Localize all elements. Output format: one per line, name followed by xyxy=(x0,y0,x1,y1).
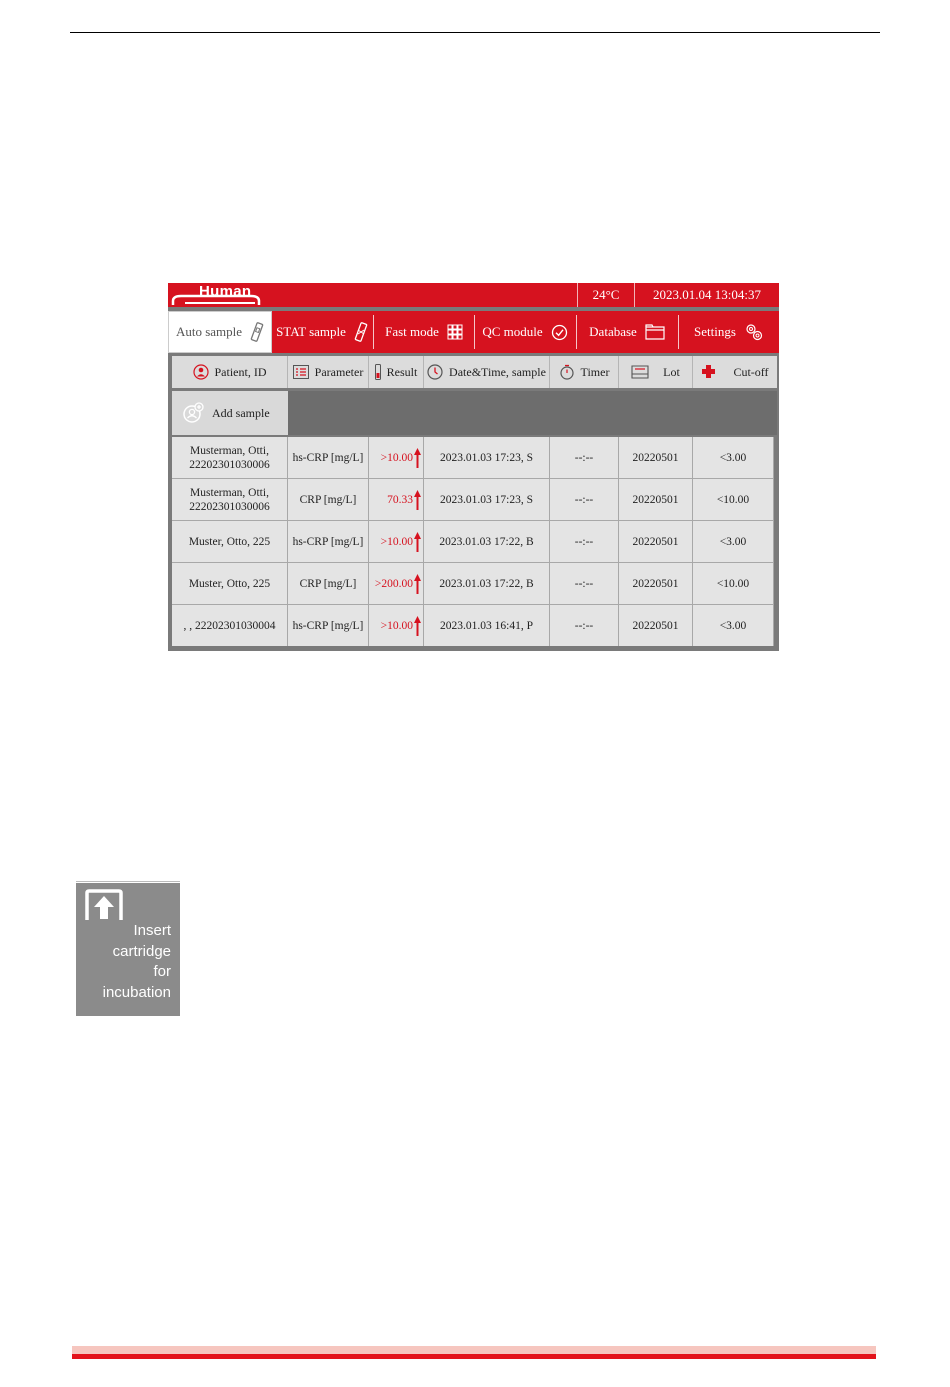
lot-icon xyxy=(631,365,649,379)
tab-database[interactable] xyxy=(577,311,677,353)
column-label: Result xyxy=(386,364,418,379)
column-timer[interactable] xyxy=(550,356,619,388)
tab-fast-mode[interactable] xyxy=(374,311,474,353)
timer-cell: --:-- xyxy=(550,563,619,604)
result-cell xyxy=(369,521,424,562)
datetime-cell: 2023.01.03 17:23, S xyxy=(424,479,550,520)
top-rule xyxy=(70,32,880,33)
up-arrow-icon xyxy=(414,448,421,468)
column-parameter[interactable] xyxy=(288,356,369,388)
add-sample-button[interactable] xyxy=(172,391,288,435)
temperature-readout: 24°C xyxy=(592,287,620,302)
result-value: >200.00 xyxy=(374,577,413,590)
column-label: Cut-off xyxy=(733,364,769,379)
timer-cell: --:-- xyxy=(550,521,619,562)
tab-qc-module[interactable] xyxy=(475,311,575,353)
tab-label: Settings xyxy=(694,324,736,339)
insert-arrow-icon xyxy=(84,889,124,921)
column-label: Timer xyxy=(580,364,610,379)
column-result[interactable] xyxy=(369,356,424,388)
result-value: >10.00 xyxy=(380,619,413,632)
label-line: incubation xyxy=(102,983,171,1001)
column-label: Patient, ID xyxy=(214,364,267,379)
insert-cartridge-label xyxy=(103,921,171,1003)
table-row[interactable] xyxy=(172,437,774,478)
divider xyxy=(577,283,578,307)
result-cell xyxy=(369,605,424,646)
tab-label: STAT sample xyxy=(276,324,346,339)
tab-label: Database xyxy=(589,324,637,339)
brand-name: Human xyxy=(199,283,252,300)
cutoff-cell: <10.00 xyxy=(693,563,774,604)
footer-band-red xyxy=(72,1354,876,1359)
result-cell xyxy=(369,437,424,478)
check-circle-icon xyxy=(551,324,568,341)
footer-band-light xyxy=(72,1346,876,1354)
cross-icon xyxy=(701,364,717,380)
gears-icon xyxy=(744,322,764,342)
label-line: cartridge xyxy=(112,942,171,960)
folder-icon xyxy=(645,324,665,340)
parameter-cell: hs-CRP [mg/L] xyxy=(288,521,369,562)
label-line: Insert xyxy=(133,922,171,939)
table-row[interactable] xyxy=(172,521,774,562)
tab-label: Auto sample xyxy=(175,324,243,339)
datetime-cell: 2023.01.03 17:22, B xyxy=(424,563,550,604)
datetime-cell: 2023.01.03 17:23, S xyxy=(424,437,550,478)
timer-cell: --:-- xyxy=(550,437,619,478)
tab-label: Fast mode xyxy=(385,324,439,339)
stat-cartridge-icon xyxy=(354,322,368,342)
column-label: Date&Time, sample xyxy=(449,364,546,379)
patient-icon xyxy=(193,364,209,380)
up-arrow-icon xyxy=(414,616,421,636)
clock-icon xyxy=(427,364,443,380)
toolbar xyxy=(172,391,777,435)
grid-icon xyxy=(447,324,463,340)
brand-logo xyxy=(171,284,263,306)
parameter-cell: hs-CRP [mg/L] xyxy=(288,605,369,646)
stopwatch-icon xyxy=(559,364,575,380)
datetime-cell: 2023.01.03 17:22, B xyxy=(424,521,550,562)
column-lot[interactable] xyxy=(619,356,693,388)
patient-cell: , , 22202301030004 xyxy=(172,605,288,646)
column-date-time[interactable] xyxy=(424,356,550,388)
result-cell xyxy=(369,563,424,604)
lot-cell: 20220501 xyxy=(619,563,693,604)
parameter-cell: CRP [mg/L] xyxy=(288,563,369,604)
column-label: Parameter xyxy=(314,364,364,379)
tab-stat-sample[interactable] xyxy=(272,311,372,353)
badge-rule xyxy=(76,881,180,882)
column-patient-id[interactable] xyxy=(172,356,288,388)
datetime-readout: 2023.01.04 13:04:37 xyxy=(653,287,761,302)
patient-cell: Musterman, Otti, 22202301030006 xyxy=(172,437,288,478)
patient-cell: Musterman, Otti, 22202301030006 xyxy=(172,479,288,520)
result-value: 70.33 xyxy=(387,493,413,506)
add-patient-icon xyxy=(182,402,204,424)
table-header xyxy=(172,356,777,388)
column-cut-off[interactable] xyxy=(693,356,777,388)
cutoff-cell: <3.00 xyxy=(693,521,774,562)
cutoff-cell: <10.00 xyxy=(693,479,774,520)
tab-bar xyxy=(168,311,779,353)
cartridge-icon xyxy=(250,322,264,342)
add-sample-label: Add sample xyxy=(212,405,270,420)
tab-settings[interactable] xyxy=(679,311,779,353)
analyzer-screen xyxy=(168,283,779,651)
table-row[interactable] xyxy=(172,605,774,646)
cutoff-cell: <3.00 xyxy=(693,437,774,478)
parameter-cell: CRP [mg/L] xyxy=(288,479,369,520)
patient-cell: Muster, Otto, 225 xyxy=(172,521,288,562)
table-row[interactable] xyxy=(172,563,774,604)
result-value: >10.00 xyxy=(380,451,413,464)
lot-cell: 20220501 xyxy=(619,479,693,520)
timer-cell: --:-- xyxy=(550,605,619,646)
up-arrow-icon xyxy=(414,574,421,594)
list-icon xyxy=(293,365,309,379)
lot-cell: 20220501 xyxy=(619,605,693,646)
tab-auto-sample[interactable] xyxy=(168,311,272,353)
patient-cell: Muster, Otto, 225 xyxy=(172,563,288,604)
lot-cell: 20220501 xyxy=(619,437,693,478)
status-bar xyxy=(168,283,779,307)
timer-cell: --:-- xyxy=(550,479,619,520)
lot-cell: 20220501 xyxy=(619,521,693,562)
column-label: Lot xyxy=(663,364,680,379)
up-arrow-icon xyxy=(414,532,421,552)
tab-label: QC module xyxy=(482,324,543,339)
result-value: >10.00 xyxy=(380,535,413,548)
tube-icon xyxy=(375,364,381,380)
up-arrow-icon xyxy=(414,490,421,510)
datetime-cell: 2023.01.03 16:41, P xyxy=(424,605,550,646)
result-cell xyxy=(369,479,424,520)
parameter-cell: hs-CRP [mg/L] xyxy=(288,437,369,478)
table-row[interactable] xyxy=(172,479,774,520)
cutoff-cell: <3.00 xyxy=(693,605,774,646)
label-line: for xyxy=(153,963,171,980)
insert-cartridge-button[interactable] xyxy=(76,883,180,1016)
